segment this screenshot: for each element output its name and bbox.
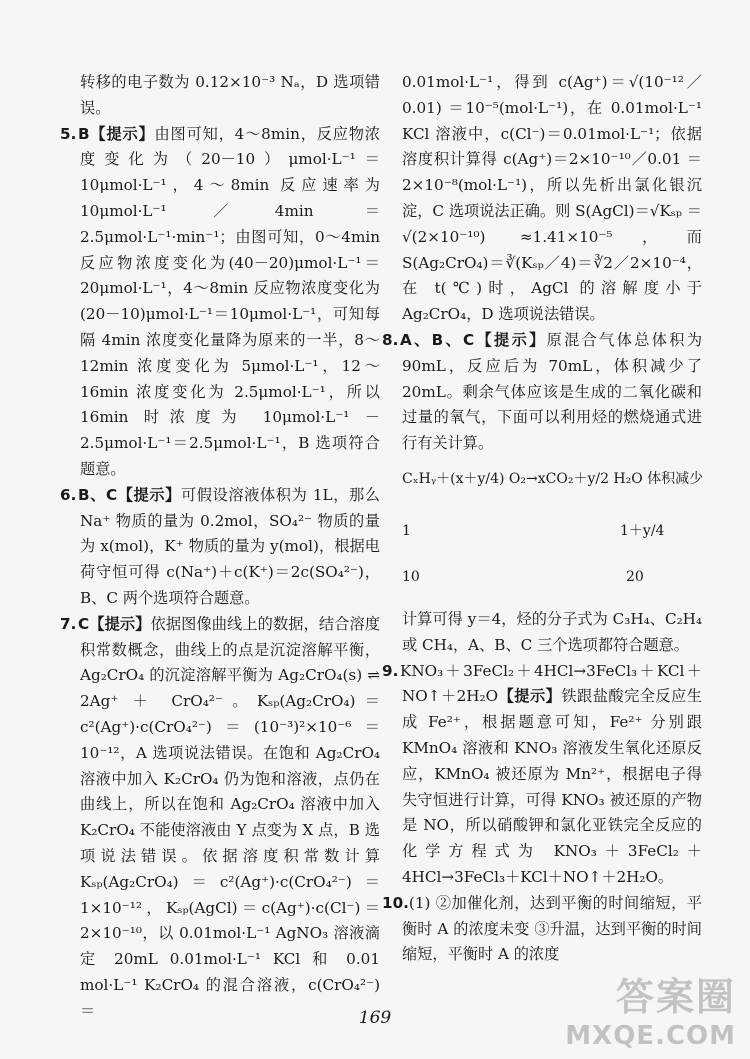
answer-letter: B、C (78, 485, 118, 504)
answer-item-7 (60, 612, 381, 1025)
equation-row1-left: 1 (402, 522, 411, 539)
hint-label: 【提示】 (474, 330, 547, 349)
item-number: 9. (382, 661, 399, 680)
hint-label: 【提示】 (117, 485, 181, 504)
equation-row2-left: 10 (402, 568, 420, 585)
answer-letter: B (78, 124, 90, 143)
answer-item-9 (382, 659, 702, 891)
continuation-text: 0.01mol·L⁻¹，得到 c(Ag⁺)＝√(10⁻¹²／0.01) ＝10⁻⁵(mol·L⁻¹)，在 0.01mol·L⁻¹ KCl 溶液中，c(Cl⁻)＝0.01mol·L⁻¹；依据溶度积计算得 c(Ag⁺)＝2×10⁻¹⁰／0.01 ＝2×10⁻⁸(mol·L⁻¹)，所以先析出氯化银沉淀，C 选项说法正确。则 S(AgCl)＝√Kₛₚ ＝ √(2×10⁻¹⁰) ≈1.41×10⁻⁵，而 S(Ag₂CrO₄)＝∛(Kₛₚ／4)＝∛2／2×10⁻⁴，在 t(℃)时，AgCl 的溶解度小于 Ag₂CrO₄，D 选项说法错误。 (402, 73, 702, 324)
hint-text: (1) ②加催化剂，达到平衡的时间缩短，平衡时 A 的浓度未变 ③升温，达到平衡的时间缩短，平衡时 A 的浓度 (402, 893, 702, 964)
hint-text: 原混合气体总体积为 90mL，反应后为 70mL，体积减少了 20mL。剩余气体应该是生成的二氧化碳和过量的氧气，下面可以利用烃的燃烧通式进行有关计算。 (402, 330, 703, 453)
left-column (60, 70, 381, 1024)
answer-letter: C (78, 614, 90, 633)
watermark-logo (565, 966, 736, 1051)
answer-letter: A、B、C (400, 330, 475, 349)
page-number: 169 (358, 1008, 392, 1028)
hint-text-after: 计算可得 y＝4，烃的分子式为 C₃H₄、C₂H₄ 或 CH₄，A、B、C 三个选项都符合题意。 (402, 609, 702, 654)
equation-formula: CₓHᵧ＋(x＋y/4) O₂→xCO₂＋y/2 H₂O 体积减少 (402, 470, 704, 487)
continuation-text: 转移的电子数为 0.12×10⁻³ Nₐ，D 选项错误。 (80, 73, 380, 117)
item-number: 5. (60, 124, 77, 143)
answer-item-6 (60, 483, 380, 612)
answer-item-5 (60, 122, 380, 483)
combustion-equation (402, 457, 702, 607)
answer-equation: KNO₃＋3FeCl₂＋4HCl→3FeCl₃＋KCl＋NO↑＋2H₂O (400, 661, 702, 706)
right-column (382, 70, 704, 968)
watermark-url: MXQE.COM (565, 1021, 736, 1051)
item-number: 6. (60, 485, 77, 504)
equation-row2-right: 20 (626, 568, 644, 585)
hint-text: 铁跟盐酸完全反应生成 Fe²⁺，根据题意可知，Fe²⁺ 分别跟 KMnO₄ 溶液和 KNO₃ 溶液发生氧化还原反应，KMnO₄ 被还原为 Mn²⁺，根据电子得失守恒进行计算，可得 KNO₃ 被还原的产物是 NO，所以硝酸钾和氯化亚铁完全反应的化学方程式为 KNO₃＋3FeCl₂＋4HCl→3FeCl₃＋KCl＋NO↑＋2H₂O。 (402, 687, 702, 886)
hint-text: 可假设溶液体积为 1L，那么 Na⁺ 物质的量为 0.2mol，SO₄²⁻ 物质的量为 x(mol)，K⁺ 物质的量为 y(mol)，根据电荷守恒可得 c(Na⁺)＋c(K⁺)＝2c(SO₄²⁻)，B、C 两个选项符合题意。 (80, 485, 380, 607)
hint-label: 【提示】 (89, 124, 155, 143)
hint-label: 【提示】 (498, 687, 562, 706)
hint-text: 由图可知，4～8min，反应物浓度变化为（20－10）μmol·L⁻¹＝10μmol·L⁻¹，4～8min 反应速率为 10μmol·L⁻¹／4min ＝ 2.5μmol·L⁻¹·min⁻¹；由图可知，0～4min 反应物浓度变化为(40－20)μmol·L⁻¹＝20μmol·L⁻¹，4～8min 反应物浓度变化为(20－10)μmol·L⁻¹＝10μmol·L⁻¹，可知每隔 4min 浓度变化量降为原来的一半，8～12min 浓度变化为 5μmol·L⁻¹，12～16min 浓度变化为 2.5μmol·L⁻¹，所以 16min 时浓度为 10μmol·L⁻¹ － 2.5μmol·L⁻¹＝2.5μmol·L⁻¹，B 选项符合题意。 (80, 124, 380, 478)
hint-label: 【提示】 (89, 614, 151, 633)
equation-row1-right: 1＋y/4 (620, 522, 665, 539)
answer-item-8 (382, 328, 704, 659)
watermark-text: 答案圈 (615, 975, 736, 1019)
hint-text: 依据图像曲线上的数据，结合溶度积常数概念，曲线上的点是沉淀溶解平衡，Ag₂CrO₄ 的沉淀溶解平衡为 Ag₂CrO₄(s) ⇌ 2Ag⁺ ＋ CrO₄²⁻。Kₛₚ(Ag₂CrO₄)＝c²(Ag⁺)·c(CrO₄²⁻)＝(10⁻³)²×10⁻⁶＝10⁻¹²，A 选项说法错误。在饱和 Ag₂CrO₄ 溶液中加入 K₂CrO₄ 仍为饱和溶液，点仍在曲线上，所以在饱和 Ag₂CrO₄ 溶液中加入 K₂CrO₄ 不能使溶液由 Y 点变为 X 点，B 选项说法错误。依据溶度积常数计算 Kₛₚ(Ag₂CrO₄)＝c²(Ag⁺)·c(CrO₄²⁻)＝1×10⁻¹²，Kₛₚ(AgCl)＝c(Ag⁺)·c(Cl⁻)＝2×10⁻¹⁰，以 0.01mol·L⁻¹ AgNO₃ 溶液滴定 20mL 0.01mol·L⁻¹ KCl 和 0.01 mol·L⁻¹ K₂CrO₄ 的混合溶液，c(CrO₄²⁻)＝ (80, 614, 381, 1020)
answer-item-10 (382, 891, 702, 968)
item-number: 8. (382, 330, 399, 349)
item-number: 7. (60, 614, 77, 633)
item-number: 10. (382, 893, 409, 912)
